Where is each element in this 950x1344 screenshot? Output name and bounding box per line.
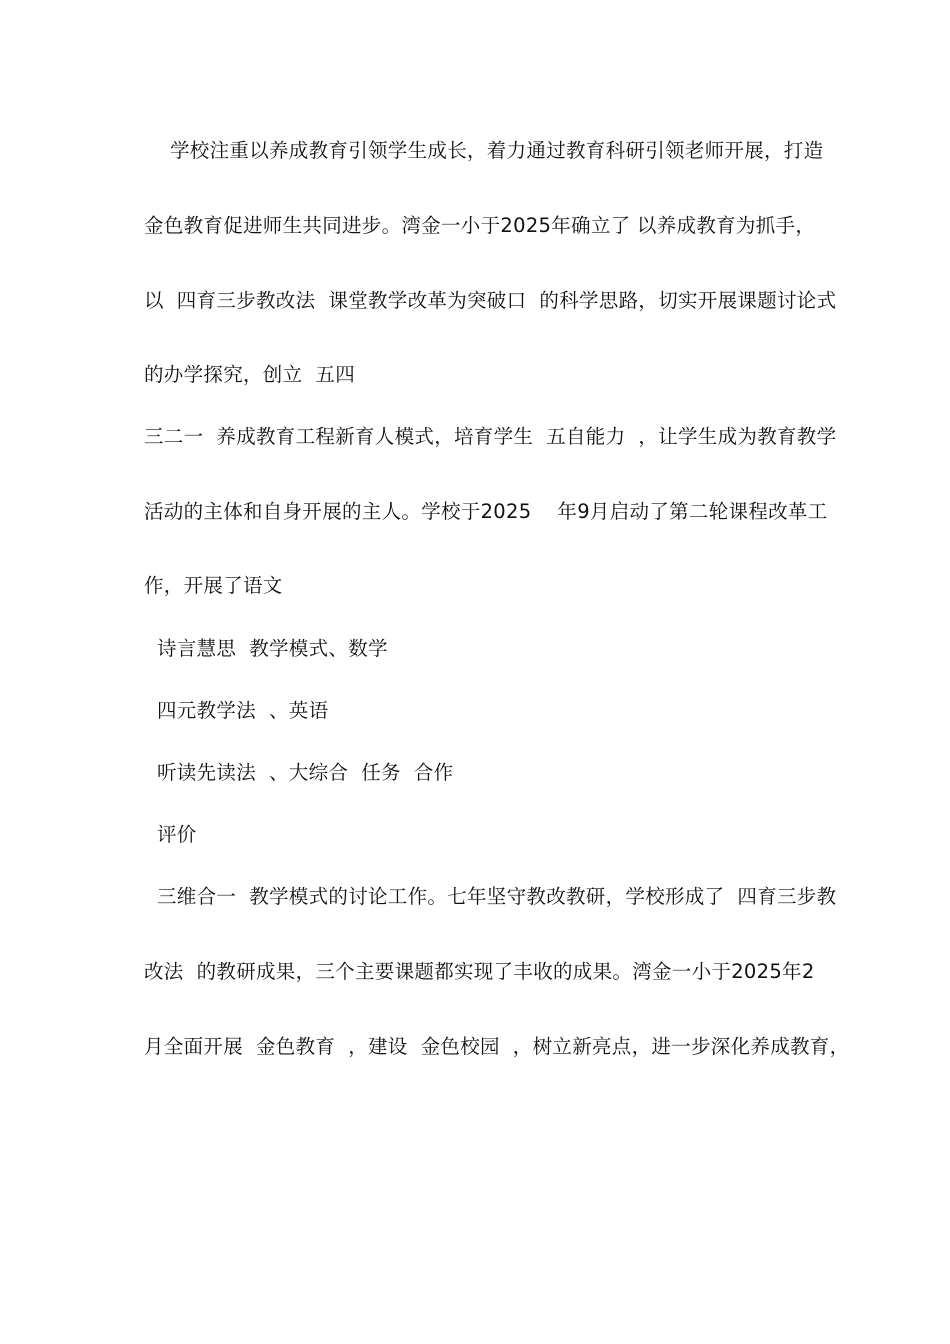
paragraph-line: 诗言慧思 教学模式、数学: [144, 637, 388, 660]
paragraph-line: 活动的主体和自身开展的主人。学校于2025 年9月启动了第二轮课程改革工: [144, 500, 828, 523]
paragraph-line: 听读先读法 、大综合 任务 合作: [144, 761, 454, 784]
paragraph-line: 金色教育促进师生共同进步。湾金一小于2025年确立了 以养成教育为抓手，: [144, 214, 816, 237]
paragraph-line: 以 四育三步教改法 课堂教学改革为突破口 的科学思路，切实开展课题讨论式: [144, 289, 837, 312]
paragraph-line: 学校注重以养成教育引领学生成长，着力通过教育科研引领老师开展，打造: [144, 139, 824, 162]
paragraph-line: 评价: [144, 823, 197, 846]
paragraph-line: 三二一 养成教育工程新育人模式，培育学生 五自能力 ，让学生成为教育教学: [144, 425, 837, 448]
paragraph-line: 月全面开展 金色教育 ，建设 金色校园 ，树立新亮点，进一步深化养成教育，: [144, 1035, 850, 1058]
paragraph-line: 三维合一 教学模式的讨论工作。七年坚守教改教研，学校形成了 四育三步教: [144, 885, 837, 908]
paragraph-line: 改法 的教研成果，三个主要课题都实现了丰收的成果。湾金一小于2025年2: [144, 960, 815, 983]
paragraph-line: 四元教学法 、英语: [144, 699, 329, 722]
paragraph-line: 作，开展了语文: [144, 574, 283, 597]
paragraph-line: 的办学探究，创立 五四: [144, 363, 355, 386]
